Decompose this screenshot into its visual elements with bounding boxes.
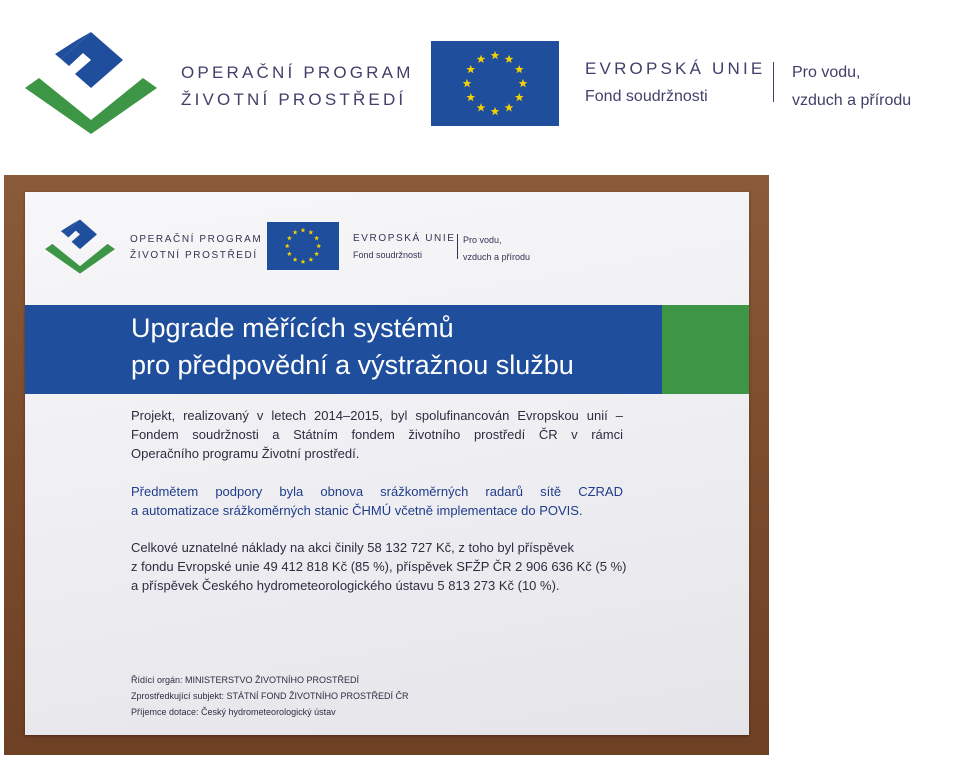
eu-star-icon <box>308 257 313 262</box>
paragraph-line: z fondu Evropské unie 49 412 818 Kč (85 %), příspěvek SFŽP ČR 2 906 636 Kč (5 %) <box>131 559 627 574</box>
plaque-slogan-line: vzduch a přírodu <box>463 252 531 262</box>
slogan <box>792 59 911 115</box>
paragraph-line: Celkové uznatelné náklady na akci činily 58 132 727 Kč, z toho byl příspěvek <box>131 540 574 555</box>
eu-fund: Fond soudržnosti <box>585 88 708 105</box>
eu-star-icon <box>287 251 292 256</box>
footer-line: Řídící orgán: MINISTERSTVO ŽIVOTNÍHO PROSTŘEDÍ <box>131 675 360 685</box>
eu-star-icon <box>301 228 306 233</box>
paragraph-line: a příspěvek Českého hydrometeorologického ústavu 5 813 273 Kč (10 %). <box>131 578 560 593</box>
plaque-program-line: OPERAČNÍ PROGRAM <box>130 234 263 245</box>
eu-star-icon <box>491 51 500 59</box>
eu-star-icon <box>287 236 292 241</box>
paragraph-subject <box>131 482 623 520</box>
program-name-line: OPERAČNÍ PROGRAM <box>181 63 414 82</box>
eu-star-icon <box>466 93 475 101</box>
plaque-footer <box>131 672 409 720</box>
eu-star-icon <box>293 257 298 262</box>
eu-star-icon <box>519 79 528 87</box>
eu-star-icon <box>316 243 321 248</box>
footer-line: Zprostředkující subjekt: STÁTNÍ FOND ŽIVOTNÍHO PROSTŘEDÍ ČR <box>131 691 409 701</box>
eu-star-icon <box>477 55 486 63</box>
eu-star-icon <box>308 230 313 235</box>
paragraph-line: Projekt, realizovaný v letech 2014–2015, byl spolufinancován Evropskou unií – <box>131 408 623 423</box>
eu-star-icon <box>477 103 486 111</box>
plaque-slogan-line: Pro vodu, <box>463 235 502 245</box>
divider <box>773 62 774 102</box>
green-accent <box>662 305 749 394</box>
plaque-eu-fund: Fond soudržnosti <box>353 250 423 260</box>
paragraph-line: a automatizace srážkoměrných stanic ČHMÚ včetně implementace do POVIS. <box>131 503 583 518</box>
eu-star-icon <box>505 103 514 111</box>
title-line: Upgrade měřících systémů <box>131 313 454 343</box>
eu-star-icon <box>293 230 298 235</box>
paragraph-line: Fondem soudržnosti a Státním fondem životního prostředí ČR v rámci <box>131 427 623 442</box>
plaque <box>25 192 749 735</box>
title-line: pro předpovědní a výstražnou službu <box>131 350 574 380</box>
slogan-line: Pro vodu, <box>792 64 861 81</box>
program-name-line: ŽIVOTNÍ PROSTŘEDÍ <box>181 90 407 109</box>
eu-star-icon <box>515 65 524 73</box>
eu-flag-icon <box>431 41 559 126</box>
eu-star-icon <box>463 79 472 87</box>
eu-star-icon <box>301 259 306 264</box>
plaque-slogan <box>463 232 530 266</box>
footer-line: Příjemce dotace: Český hydrometeorologický ústav <box>131 707 336 717</box>
paragraph-costs <box>131 538 627 595</box>
eu-star-icon <box>314 236 319 241</box>
plaque-title <box>131 310 574 384</box>
program-name <box>181 59 414 113</box>
header-banner <box>0 0 960 165</box>
op-zp-logo-icon <box>25 30 157 139</box>
plaque-eu-title: EVROPSKÁ UNIE <box>353 233 456 244</box>
plaque-op-zp-logo-icon <box>45 218 115 279</box>
plaque-photo <box>4 175 769 755</box>
eu-star-icon <box>515 93 524 101</box>
eu-star-icon <box>314 251 319 256</box>
plaque-program-name <box>130 232 262 264</box>
plaque-program-line: ŽIVOTNÍ PROSTŘEDÍ <box>130 250 258 261</box>
eu-star-icon <box>466 65 475 73</box>
plaque-divider <box>457 234 458 259</box>
eu-star-icon <box>505 55 514 63</box>
eu-star-icon <box>491 107 500 115</box>
slogan-line: vzduch a přírodu <box>792 92 912 109</box>
paragraph-funding <box>131 406 623 463</box>
plaque-eu-flag-icon <box>267 222 339 270</box>
eu-star-icon <box>285 243 290 248</box>
paragraph-line: Předmětem podpory byla obnova srážkoměrných radarů sítě CZRAD <box>131 484 623 499</box>
eu-title: EVROPSKÁ UNIE <box>585 59 766 78</box>
paragraph-line: Operačního programu Životní prostředí. <box>131 446 360 461</box>
